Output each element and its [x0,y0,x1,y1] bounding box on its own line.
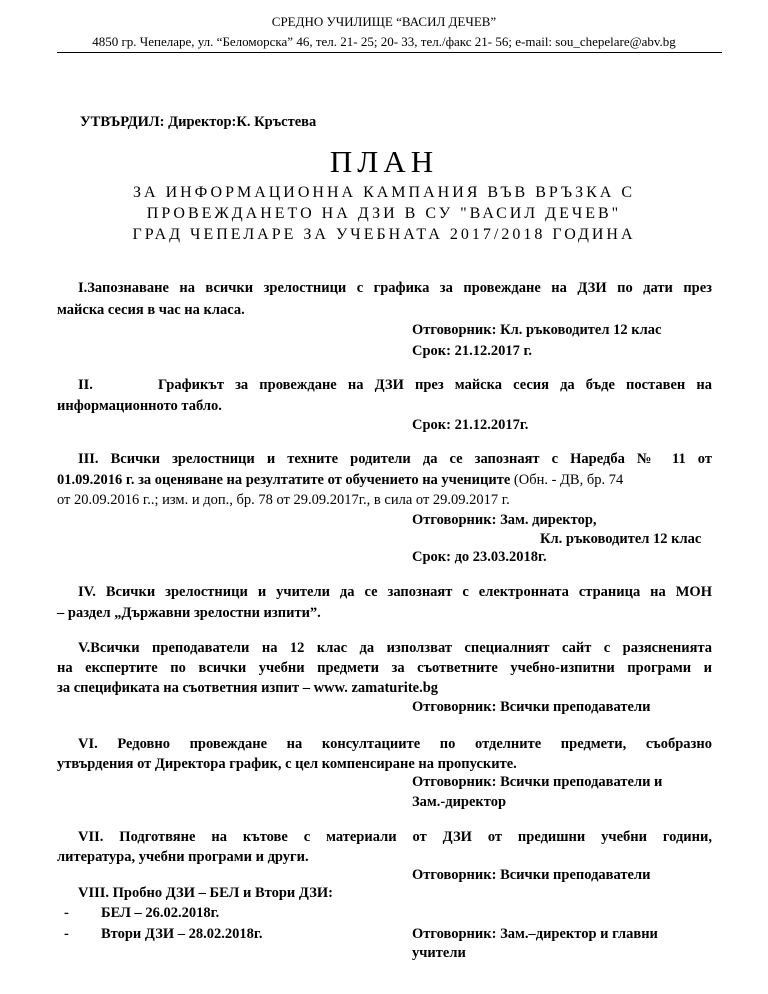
approved-by: УТВЪРДИЛ: Директор:К. Кръстева [80,114,317,130]
item-4-line-2: – раздел „Държавни зрелостни изпити”. [57,605,321,621]
item-6-responsible-1: Отговорник: Всички преподаватели и [412,774,663,790]
item-1-line-2: майска сесия в час на класа. [57,302,245,318]
item-3-line-2-bold: 01.09.2016 г. за оценяване на резултатите от обучението на учениците [57,472,511,488]
item-7-line-1: VII. Подготвяне на кътове с материали от ДЗИ от предишни учебни години, [78,829,712,845]
item-8-sub-1: БЕЛ – 26.02.2018г. [101,905,220,921]
item-3-line-3: от 20.09.2016 г..; изм. и доп., бр. 78 от 29.09.2017г., в сила от 29.09.2017 г. [57,492,510,508]
item-3-line-2 [57,472,712,489]
item-6-line-1: VI. Редовно провеждане на консултациите по отделните предмети, съобразно [78,736,712,752]
item-5-line-3: за спецификата на съответния изпит – www. zamaturite.bg [57,680,439,696]
page-title: ПЛАН [329,144,439,179]
item-2-line-1: Графикът за провеждане на ДЗИ през майска сесия да бъде поставен на [158,377,712,393]
item-7-line-2: литература, учебни програми и други. [57,849,309,865]
item-2-deadline: Срок: 21.12.2017г. [412,417,529,433]
subtitle-line-3: ГРАД ЧЕПЕЛАРЕ ЗА УЧЕБНАТА 2017/2018 ГОДИНА [132,226,636,243]
item-1-deadline: Срок: 21.12.2017 г. [412,343,533,359]
item-5-responsible: Отговорник: Всички преподаватели [412,699,651,715]
item-3-responsible-1: Отговорник: Зам. директор, [412,512,597,528]
item-8-responsible-2: учители [412,945,466,961]
item-7-responsible: Отговорник: Всички преподаватели [412,867,651,883]
item-2-number: II. [78,377,93,393]
header-divider [57,52,722,53]
item-1-responsible: Отговорник: Кл. ръководител 12 клас [412,322,662,338]
school-name: СРЕДНО УЧИЛИЩЕ “ВАСИЛ ДЕЧЕВ” [271,14,497,29]
item-5-line-1: V.Всички преподаватели на 12 клас да използват специалният сайт с разясненията [78,640,712,656]
item-5-line-2: на експертите по всички учебни предмети за съответните учебно-изпитни програми и [57,660,712,676]
subtitle-line-2: ПРОВЕЖДАНЕТО НА ДЗИ В СУ "ВАСИЛ ДЕЧЕВ" [146,205,622,222]
item-8-title: VIII. Пробно ДЗИ – БЕЛ и Втори ДЗИ: [78,885,333,901]
item-8-bullet-1: - [64,905,69,921]
school-address: 4850 гр. Чепеларе, ул. “Беломорска” 46, тел. 21- 25; 20- 33, тел./факс 21- 56; e-mail: sou_chepelare@abv.bg [92,34,676,49]
item-2-line-2: информационното табло. [57,398,222,414]
item-1-line-1: I.Запознаване на всички зрелостници с графика за провеждане на ДЗИ по дати през [78,280,712,296]
item-8-bullet-2: - [64,926,69,942]
item-3-responsible-2: Кл. ръководител 12 клас [540,531,702,547]
item-8-sub-2: Втори ДЗИ – 28.02.2018г. [101,926,263,942]
item-8-responsible-1: Отговорник: Зам.–директор и главни [412,926,658,942]
item-3-line-1: III. Всички зрелостници и техните родители да се запознаят с Наредба № 11 от [78,451,712,467]
item-6-responsible-2: Зам.-директор [412,794,507,810]
item-6-line-2: утвърдения от Директора график, с цел компенсиране на пропуските. [57,756,517,772]
subtitle-line-1: ЗА ИНФОРМАЦИОННА КАМПАНИЯ ВЪВ ВРЪЗКА С [133,184,635,201]
item-3-deadline: Срок: до 23.03.2018г. [412,549,547,565]
item-3-line-2-normal: (Обн. - ДВ, бр. 74 [510,472,624,488]
item-4-line-1: IV. Всички зрелостници и учители да се запознаят с електронната страница на МОН [78,584,712,600]
